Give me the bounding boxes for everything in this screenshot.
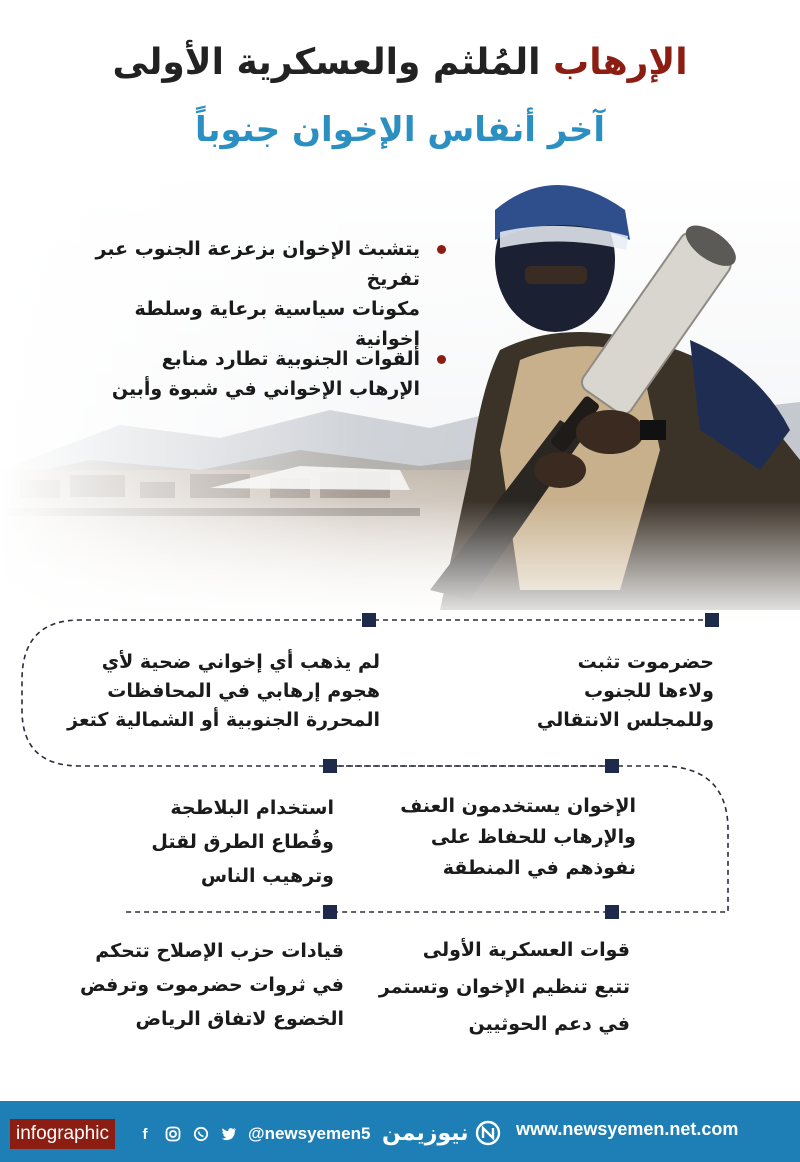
social-handle[interactable]: @newsyemen5 <box>248 1124 371 1143</box>
info-first-military <box>379 932 630 1043</box>
timeline-node <box>323 759 337 773</box>
site-url[interactable]: www.newsyemen.net.com <box>516 1119 739 1139</box>
info-line: في دعم الحوثيين <box>468 1013 630 1035</box>
timeline-node <box>362 613 376 627</box>
bullet-line: الإرهاب الإخواني في شبوة وأبين <box>111 378 420 400</box>
title-rest: المُلثم والعسكرية الأولى <box>112 42 541 83</box>
timeline-node <box>605 905 619 919</box>
bullet-dot-icon <box>437 355 446 364</box>
info-line: حضرموت تثبت <box>577 651 714 673</box>
social-links <box>136 1120 370 1148</box>
title-accent: الإرهاب <box>553 42 688 83</box>
info-no-victim <box>67 648 380 735</box>
info-line: ولاءها للجنوب <box>584 680 714 702</box>
info-line: وللمجلس الانتقالي <box>536 709 714 731</box>
page-subtitle: آخر أنفاس الإخوان جنوباً <box>194 110 606 150</box>
info-islah <box>80 934 344 1036</box>
twitter-icon[interactable] <box>220 1125 238 1143</box>
info-line: وترهيب الناس <box>200 865 334 887</box>
info-line: وقُطاع الطرق لقتل <box>151 831 334 853</box>
bullet-line: مكونات سياسية برعاية وسلطة إخوانية <box>134 298 420 350</box>
instagram-icon[interactable] <box>164 1125 182 1143</box>
info-line: قوات العسكرية الأولى <box>422 939 630 961</box>
brand-logo <box>382 1115 501 1151</box>
bullet-line: يتشبث الإخوان بزعزعة الجنوب عبر تفريخ <box>95 238 420 290</box>
info-line: استخدام البلاطجة <box>170 797 334 819</box>
bullet-destabilization <box>80 234 420 354</box>
timeline-node <box>605 759 619 773</box>
whatsapp-icon[interactable] <box>192 1125 210 1143</box>
info-violence <box>400 791 636 884</box>
timeline-node <box>323 905 337 919</box>
brand-name: نيوزيمن <box>382 1120 469 1146</box>
info-line: المحررة الجنوبية أو الشمالية كتعز <box>67 709 380 731</box>
footer-bar <box>0 1101 800 1162</box>
page-title <box>0 42 800 83</box>
info-line: الإخوان يستخدمون العنف <box>400 795 636 817</box>
bullet-line: القوات الجنوبية تطارد منابع <box>161 348 420 370</box>
bullet-dot-icon <box>437 245 446 254</box>
info-line: لم يذهب أي إخواني ضحية لأي <box>101 651 380 673</box>
timeline-node <box>705 613 719 627</box>
info-line: تتبع تنظيم الإخوان وتستمر <box>378 976 630 998</box>
info-hadramout <box>537 648 714 735</box>
bullet-southern-forces <box>80 344 420 404</box>
info-line: الخضوع لاتفاق الرياض <box>135 1008 344 1030</box>
brand-mark-icon <box>475 1120 501 1146</box>
info-line: في ثروات حضرموت وترفض <box>79 974 344 996</box>
infographic-tag: infographic <box>10 1119 115 1149</box>
info-line: قيادات حزب الإصلاح تتحكم <box>95 940 344 962</box>
info-line: نفوذهم في المنطقة <box>442 857 636 879</box>
info-line: هجوم إرهابي في المحافظات <box>107 680 380 702</box>
info-line: والإرهاب للحفاظ على <box>430 826 636 848</box>
facebook-icon[interactable]: f <box>142 1125 148 1143</box>
info-thugs <box>151 791 334 893</box>
